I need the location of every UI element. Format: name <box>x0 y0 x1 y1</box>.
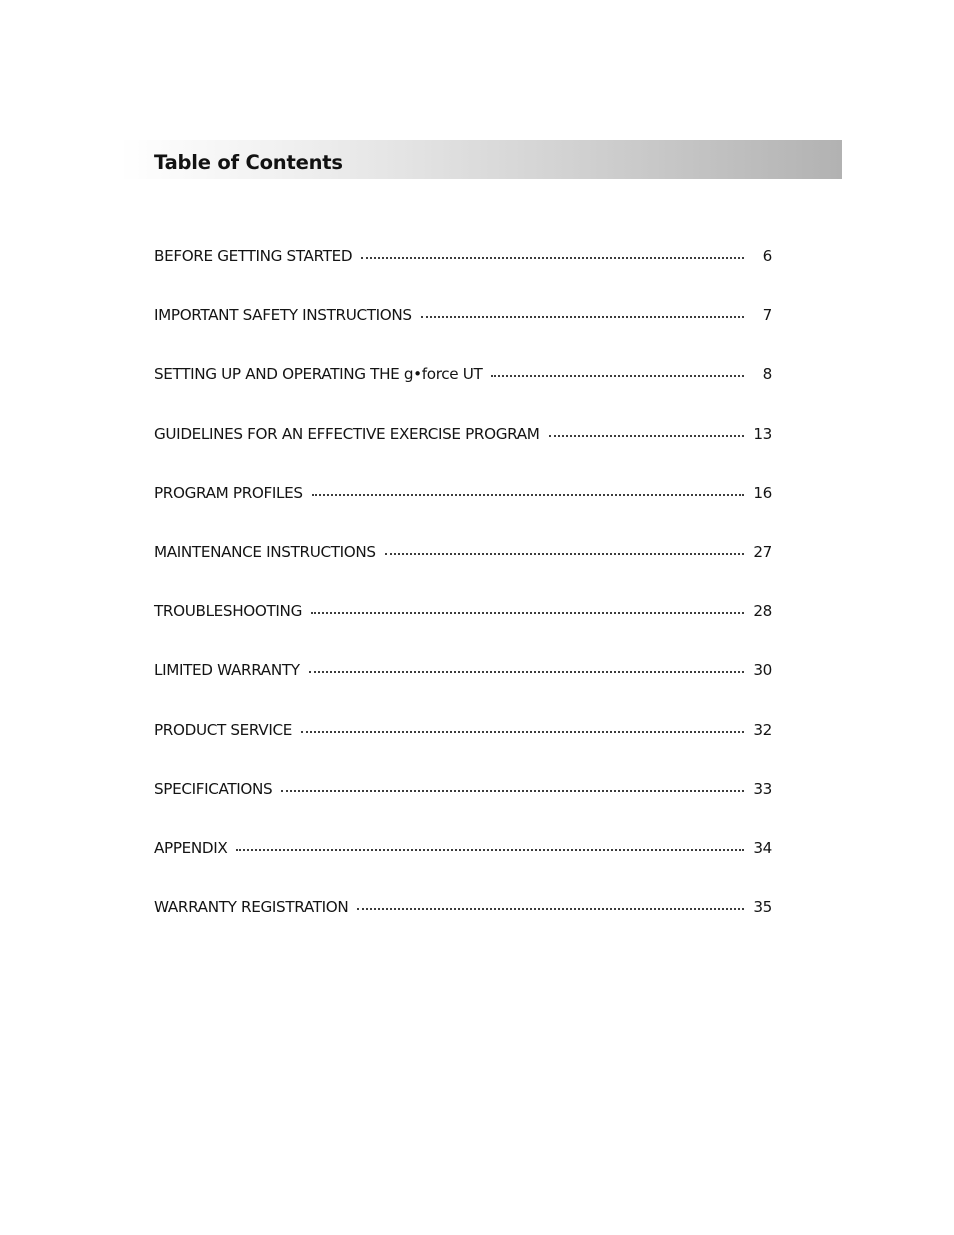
toc-entry-title: APPENDIX <box>154 838 228 857</box>
toc-entry-guidelines-exercise-program[interactable] <box>154 423 772 482</box>
toc-entry-page-number: 30 <box>753 661 772 680</box>
toc-entry-title: BEFORE GETTING STARTED <box>154 247 353 265</box>
toc-entry-page-number: 13 <box>753 424 772 443</box>
toc-entry-title: WARRANTY REGISTRATION <box>154 898 349 917</box>
dot-leader <box>236 835 744 851</box>
toc-entry-title: GUIDELINES FOR AN EFFECTIVE EXERCISE PROGRAM <box>154 424 540 443</box>
dot-leader <box>311 598 744 614</box>
table-of-contents <box>154 245 772 955</box>
dot-leader <box>549 421 744 437</box>
toc-entry-page-number: 8 <box>762 365 772 384</box>
toc-entry-title: SPECIFICATIONS <box>154 779 273 798</box>
toc-entry-page-number: 35 <box>753 898 772 917</box>
dot-leader <box>281 776 744 792</box>
toc-entry-page-number: 28 <box>753 602 772 621</box>
toc-entry-warranty-registration[interactable] <box>154 896 772 955</box>
dot-leader <box>491 361 744 377</box>
toc-entry-before-getting-started[interactable] <box>154 245 772 304</box>
toc-entry-specifications[interactable] <box>154 778 772 837</box>
dot-leader <box>421 302 744 318</box>
toc-entry-title: TROUBLESHOOTING <box>154 602 302 621</box>
dot-leader <box>357 894 744 910</box>
toc-entry-title: LIMITED WARRANTY <box>154 661 300 680</box>
toc-entry-page-number: 33 <box>753 779 772 798</box>
toc-entry-title: SETTING UP AND OPERATING THE g•force UT <box>154 365 483 384</box>
toc-entry-important-safety-instructions[interactable] <box>154 304 772 363</box>
toc-entry-page-number: 27 <box>753 542 772 561</box>
heading-bar <box>120 140 842 179</box>
toc-entry-page-number: 6 <box>762 247 772 265</box>
dot-leader <box>361 243 744 259</box>
toc-entry-page-number: 7 <box>762 306 772 325</box>
toc-entry-limited-warranty[interactable] <box>154 659 772 718</box>
dot-leader <box>309 657 744 673</box>
dot-leader <box>385 539 744 555</box>
toc-entry-program-profiles[interactable] <box>154 482 772 541</box>
toc-entry-page-number: 32 <box>753 720 772 739</box>
dot-leader <box>312 480 744 496</box>
toc-entry-troubleshooting[interactable] <box>154 600 772 659</box>
toc-entry-page-number: 34 <box>753 838 772 857</box>
toc-entry-appendix[interactable] <box>154 837 772 896</box>
dot-leader <box>301 717 744 733</box>
toc-entry-title: IMPORTANT SAFETY INSTRUCTIONS <box>154 306 412 325</box>
toc-entry-title: PROGRAM PROFILES <box>154 483 303 502</box>
toc-entry-setting-up-and-operating[interactable] <box>154 363 772 422</box>
page-title: Table of Contents <box>154 151 343 174</box>
toc-entry-page-number: 16 <box>753 483 772 502</box>
toc-entry-maintenance-instructions[interactable] <box>154 541 772 600</box>
toc-entry-title: MAINTENANCE INSTRUCTIONS <box>154 542 376 561</box>
toc-entry-title: PRODUCT SERVICE <box>154 720 292 739</box>
toc-entry-product-service[interactable] <box>154 719 772 778</box>
